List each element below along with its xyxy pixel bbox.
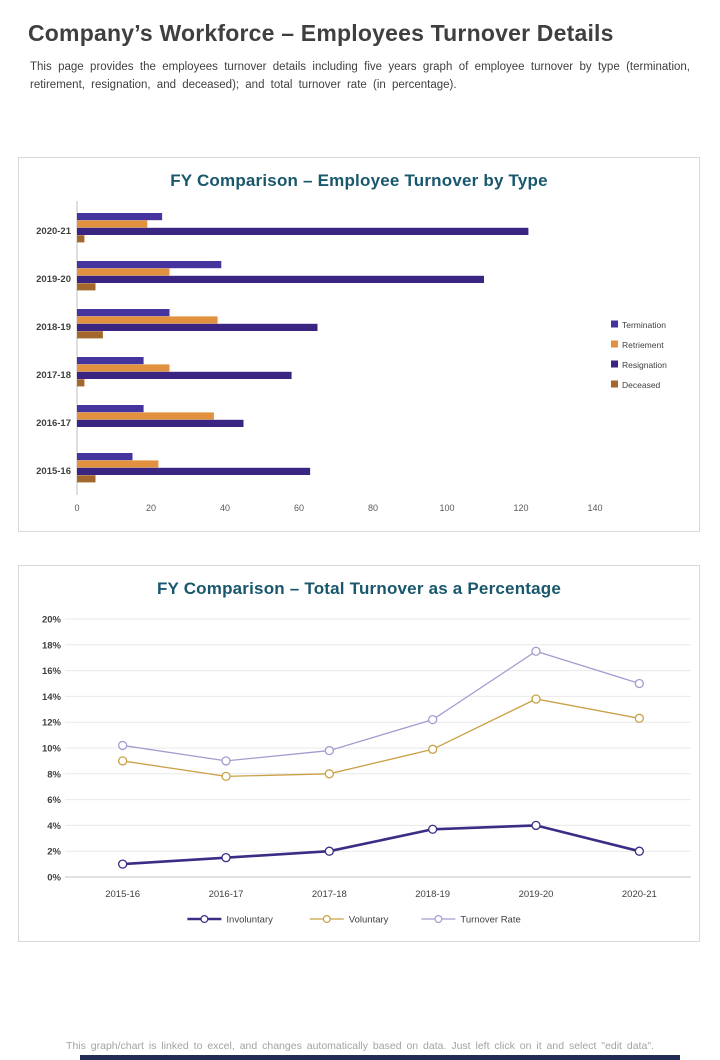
marker-involuntary-2020-21 xyxy=(635,847,643,855)
line-y-tick-label: 10% xyxy=(41,743,61,755)
line-x-tick-label: 2017-18 xyxy=(311,889,347,900)
bar-x-tick-label: 120 xyxy=(513,503,529,513)
bar-category-label: 2018-19 xyxy=(36,322,71,333)
line-y-tick-label: 20% xyxy=(41,614,61,626)
bar-category-label: 2020-21 xyxy=(36,226,71,237)
legend-swatch-retriement xyxy=(611,341,618,348)
bar-deceased-2019-20 xyxy=(77,283,96,290)
line-y-tick-label: 14% xyxy=(41,691,61,703)
bar-resignation-2019-20 xyxy=(77,276,484,283)
bar-x-tick-label: 60 xyxy=(293,503,305,513)
bar-deceased-2020-21 xyxy=(77,235,84,242)
marker-turnover-rate-2018-19 xyxy=(429,716,437,724)
marker-involuntary-2016-17 xyxy=(222,854,230,862)
bottom-accent-bar xyxy=(80,1055,680,1060)
bar-category-label: 2016-17 xyxy=(36,418,71,429)
legend-swatch-deceased xyxy=(611,381,618,388)
bar-termination-2020-21 xyxy=(77,213,162,220)
bar-termination-2019-20 xyxy=(77,261,221,268)
line-y-tick-label: 16% xyxy=(41,666,61,678)
marker-turnover-rate-2016-17 xyxy=(222,757,230,765)
bar-chart-title: FY Comparison – Employee Turnover by Type xyxy=(170,171,548,190)
bar-x-tick-label: 20 xyxy=(145,503,157,513)
legend-label-deceased: Deceased xyxy=(622,380,661,390)
marker-turnover-rate-2015-16 xyxy=(119,741,127,749)
marker-voluntary-2015-16 xyxy=(119,757,127,765)
legend-marker-turnover-rate xyxy=(435,916,442,923)
bar-termination-2017-18 xyxy=(77,357,144,364)
legend-swatch-resignation xyxy=(611,361,618,368)
marker-involuntary-2019-20 xyxy=(532,821,540,829)
bar-resignation-2017-18 xyxy=(77,372,292,379)
line-x-tick-label: 2020-21 xyxy=(621,889,657,900)
bar-x-tick-label: 100 xyxy=(439,503,455,513)
marker-turnover-rate-2020-21 xyxy=(635,680,643,688)
legend-label-termination: Termination xyxy=(622,320,666,330)
line-y-tick-label: 2% xyxy=(47,846,61,858)
bar-retriement-2020-21 xyxy=(77,220,147,227)
turnover-by-type-chart-panel[interactable] xyxy=(18,157,700,532)
legend-label-retriement: Retriement xyxy=(622,340,664,350)
bar-category-label: 2019-20 xyxy=(36,274,71,285)
bar-resignation-2016-17 xyxy=(77,420,244,427)
marker-voluntary-2018-19 xyxy=(429,745,437,753)
legend-marker-voluntary xyxy=(323,916,330,923)
bar-category-label: 2015-16 xyxy=(36,466,71,477)
line-y-tick-label: 0% xyxy=(47,872,61,884)
bar-x-tick-label: 0 xyxy=(74,503,80,513)
legend-label-resignation: Resignation xyxy=(622,360,667,370)
bar-category-label: 2017-18 xyxy=(36,370,71,381)
page-title: Company’s Workforce – Employees Turnover Details xyxy=(28,20,614,46)
line-y-tick-label: 18% xyxy=(41,640,61,652)
bar-deceased-2015-16 xyxy=(77,475,96,482)
bar-resignation-2020-21 xyxy=(77,228,528,235)
bar-x-tick-label: 140 xyxy=(587,503,603,513)
line-y-tick-label: 8% xyxy=(47,769,61,781)
legend-swatch-termination xyxy=(611,321,618,328)
bar-retriement-2018-19 xyxy=(77,316,218,323)
line-y-tick-label: 6% xyxy=(47,795,61,807)
excel-link-note: This graph/chart is linked to excel, and changes automatically based on data. Just left click on it and select "edit data". xyxy=(66,1040,654,1052)
legend-label-voluntary: Voluntary xyxy=(348,914,389,926)
marker-involuntary-2018-19 xyxy=(429,825,437,833)
marker-voluntary-2020-21 xyxy=(635,714,643,722)
line-series-involuntary xyxy=(123,825,640,864)
bar-deceased-2018-19 xyxy=(77,331,103,338)
line-chart-title: FY Comparison – Total Turnover as a Percentage xyxy=(156,579,562,598)
marker-turnover-rate-2017-18 xyxy=(325,747,333,755)
line-series-voluntary xyxy=(123,699,640,776)
marker-voluntary-2016-17 xyxy=(222,772,230,780)
bar-termination-2018-19 xyxy=(77,309,170,316)
bar-termination-2016-17 xyxy=(77,405,144,412)
line-y-tick-label: 4% xyxy=(47,820,61,832)
bar-retriement-2015-16 xyxy=(77,460,158,467)
line-y-tick-label: 12% xyxy=(41,717,61,729)
bar-retriement-2019-20 xyxy=(77,268,170,275)
line-series-turnover-rate xyxy=(123,651,640,761)
bar-retriement-2016-17 xyxy=(77,412,214,419)
marker-voluntary-2017-18 xyxy=(325,770,333,778)
bar-resignation-2015-16 xyxy=(77,468,310,475)
marker-turnover-rate-2019-20 xyxy=(532,647,540,655)
marker-involuntary-2015-16 xyxy=(119,860,127,868)
line-x-tick-label: 2019-20 xyxy=(518,889,554,900)
turnover-percentage-chart-panel[interactable] xyxy=(18,565,700,942)
legend-label-involuntary: Involuntary xyxy=(226,914,273,926)
legend-marker-involuntary xyxy=(201,916,208,923)
bar-termination-2015-16 xyxy=(77,453,133,460)
turnover-percentage-line-chart[interactable] xyxy=(19,605,699,935)
legend-label-turnover-rate: Turnover Rate xyxy=(460,914,521,926)
line-x-tick-label: 2015-16 xyxy=(105,889,141,900)
line-x-tick-label: 2016-17 xyxy=(208,889,244,900)
page-description: This page provides the employees turnover details including five years graph of employee turnover by type (termination, retirement, resignation, and deceased); and total turnover rate (in percentage). xyxy=(30,61,690,91)
bar-deceased-2017-18 xyxy=(77,379,84,386)
line-x-tick-label: 2018-19 xyxy=(415,889,451,900)
marker-involuntary-2017-18 xyxy=(325,847,333,855)
bar-resignation-2018-19 xyxy=(77,324,318,331)
bar-retriement-2017-18 xyxy=(77,364,170,371)
bar-x-tick-label: 80 xyxy=(367,503,379,513)
marker-voluntary-2019-20 xyxy=(532,695,540,703)
bar-x-tick-label: 40 xyxy=(219,503,231,513)
turnover-by-type-bar-chart[interactable] xyxy=(19,197,699,525)
